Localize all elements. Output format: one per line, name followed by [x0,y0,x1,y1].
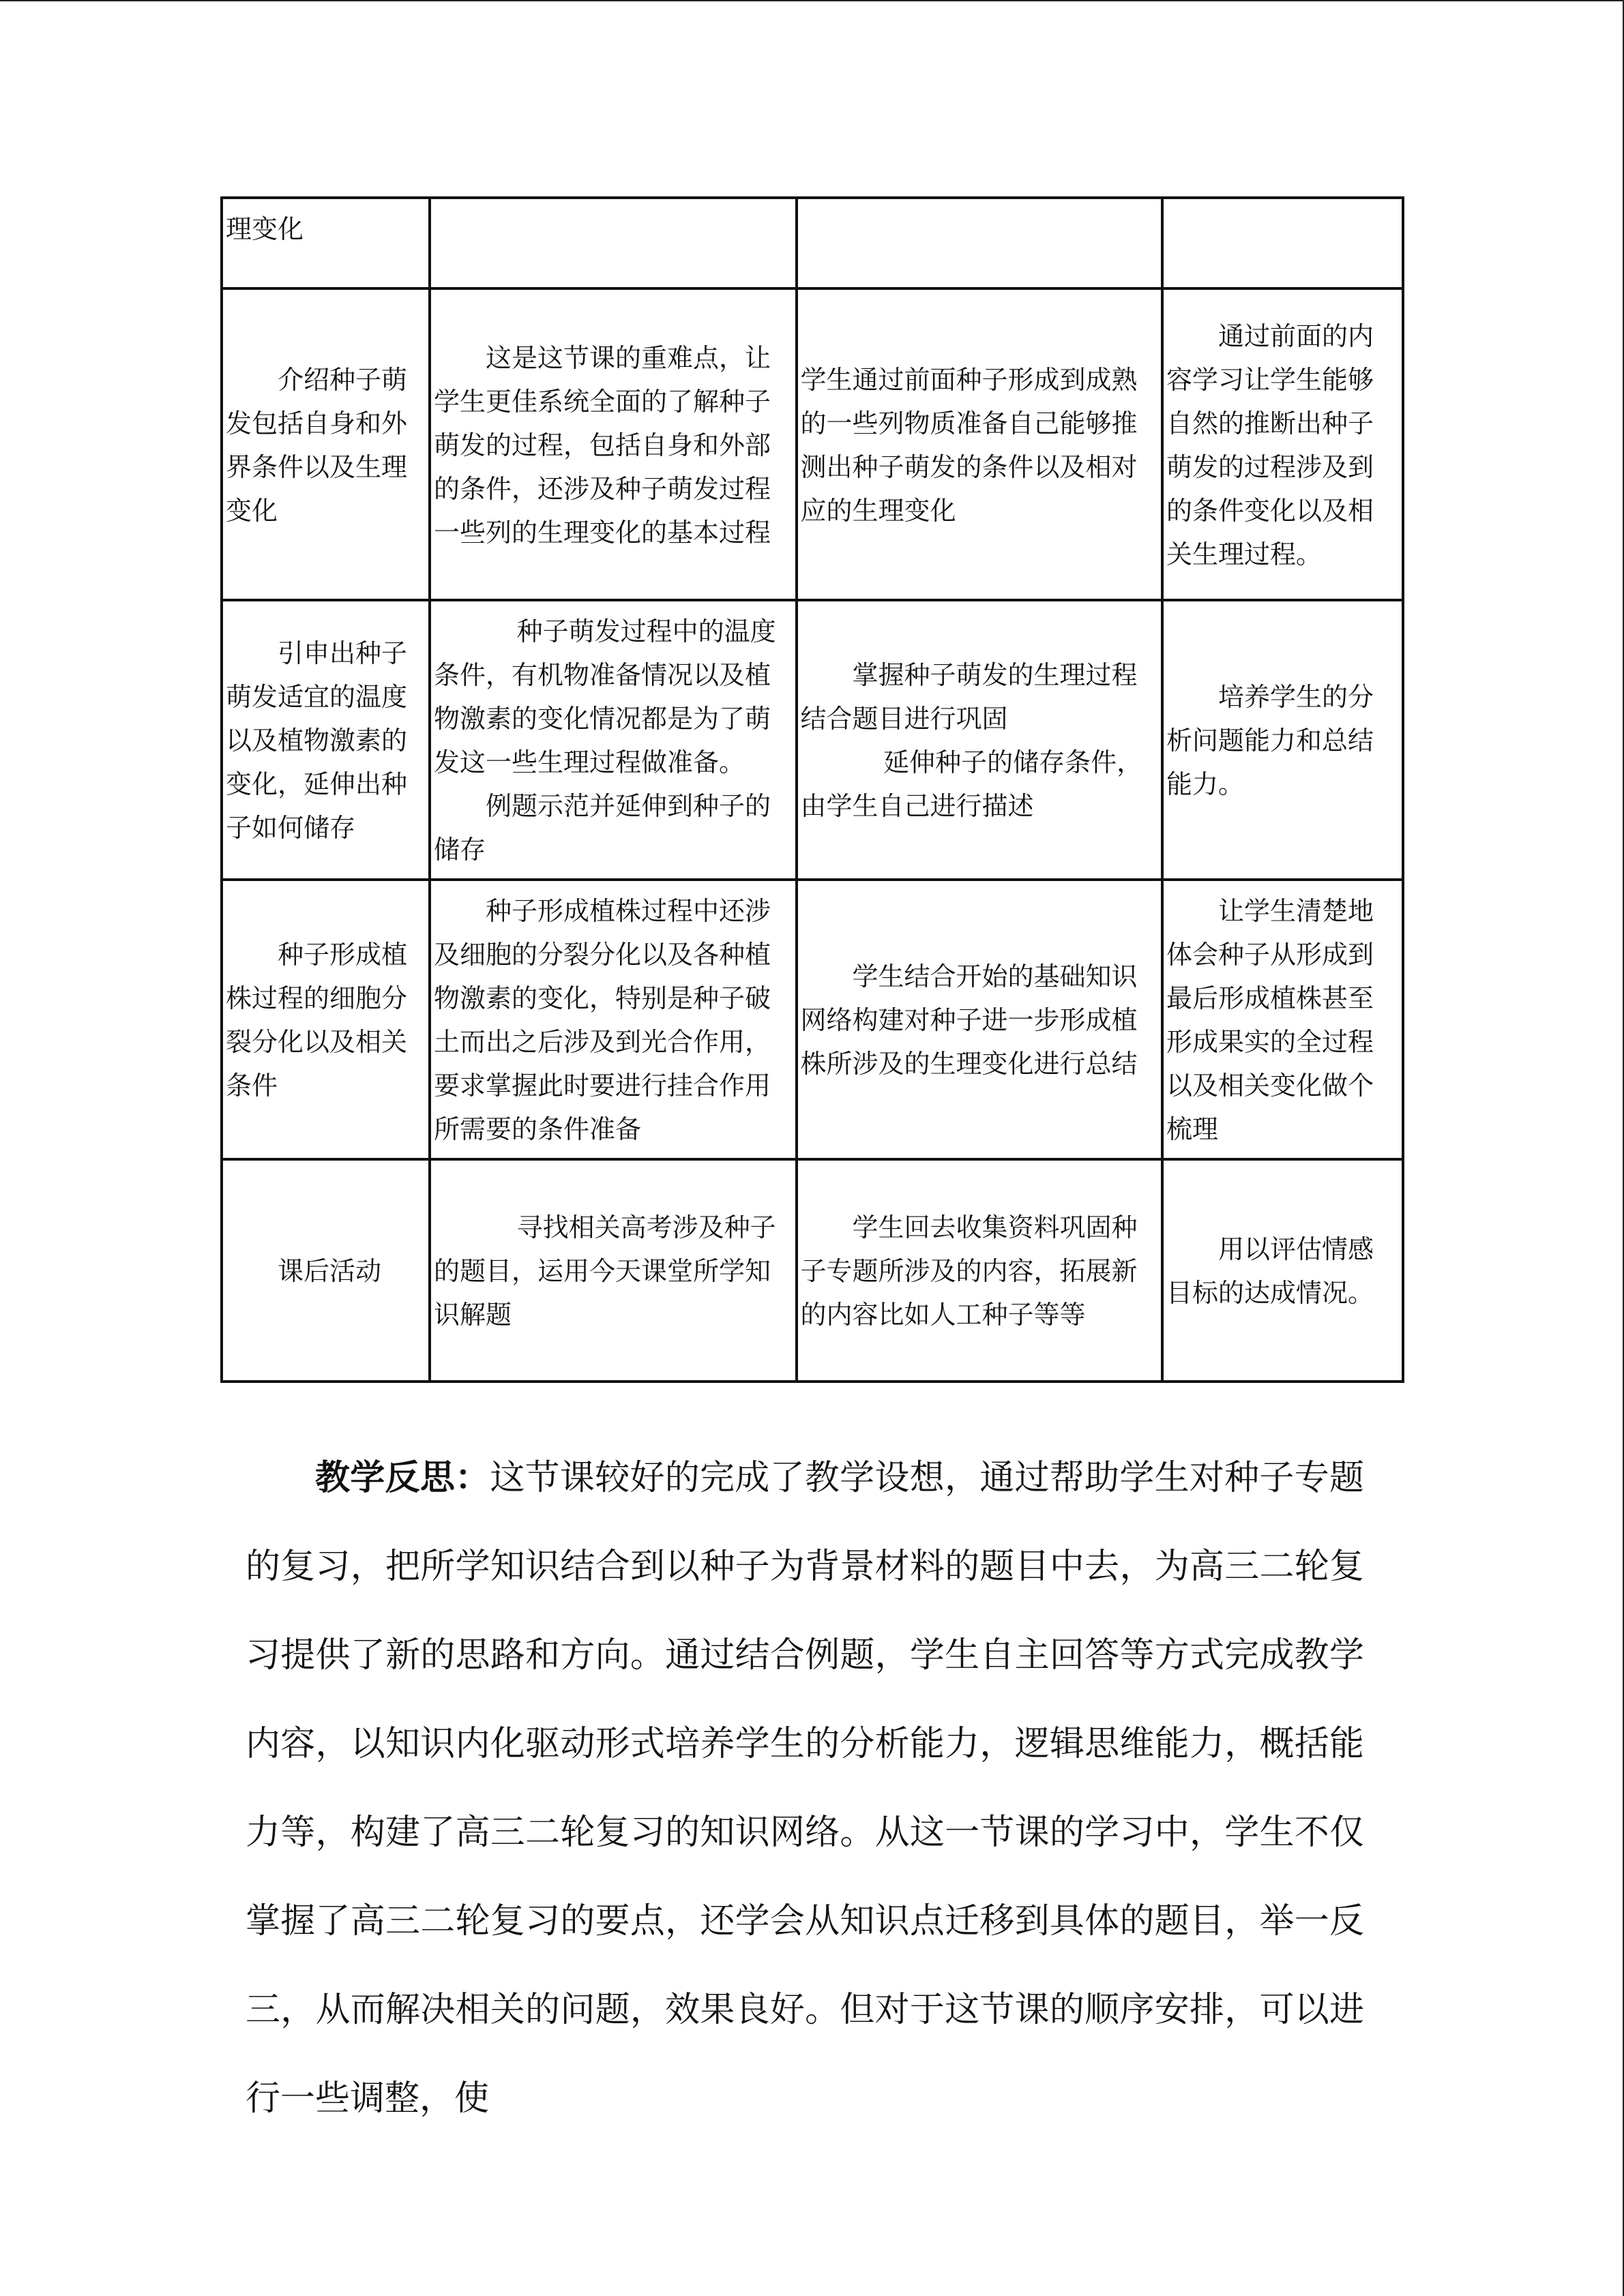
table-cell-student [797,198,1162,288]
table-cell-goal [1162,288,1403,600]
cell-text: 这是这节课的重难点，让学生更佳系统全面的了解种子萌发的过程，包括自身和外部的条件，还涉及种子萌发过程一些列的生理变化的基本过程 [434,342,771,548]
cell-text: 通过前面的内容学习让学生能够自然的推断出种子萌发的过程涉及到的条件变化以及相关生理过程。 [1166,320,1374,569]
table-row [222,1159,1403,1382]
cell-text: 引申出种子萌发适宜的温度以及植物激素的变化，延伸出种子如何储存 [226,638,408,843]
table-cell-content [430,198,797,288]
table-cell-content [430,600,797,880]
table-cell-activity [222,600,430,880]
table-cell-activity [222,880,430,1159]
table-cell-goal [1162,1159,1403,1382]
cell-text: 理变化 [226,214,304,244]
table-cell-goal [1162,880,1403,1159]
cell-text: 课后活动 [278,1256,382,1286]
table-cell-goal [1162,600,1403,880]
page-top-border [0,0,1624,1]
cell-text: 例题示范并延伸到种子的储存 [434,791,771,865]
table-cell-student [797,880,1162,1159]
cell-text: 学生回去收集资料巩固种子专题所涉及的内容，拓展新的内容比如人工种子等等 [800,1212,1138,1330]
lesson-plan-table [220,196,1404,1383]
cell-text: 培养学生的分析问题能力和总结能力。 [1166,682,1374,799]
table-cell-activity [222,198,430,288]
table-row [222,198,1403,288]
table-cell-student [797,1159,1162,1382]
table-cell-content [430,880,797,1159]
cell-text: 延伸种子的储存条件，由学生自己进行描述 [800,747,1143,821]
table-cell-goal [1162,198,1403,288]
table-cell-activity [222,288,430,600]
cell-text: 介绍种子萌发包括自身和外界条件以及生理变化 [226,364,408,526]
table-row [222,880,1403,1159]
cell-text: 掌握种子萌发的生理过程结合题目进行巩固 [800,660,1138,734]
cell-text: 种子萌发过程中的温度条件，有机物准备情况以及植物激素的变化情况都是为了萌发这一些生理过程做准备。 [434,616,776,777]
cell-text: 让学生清楚地体会种子从形成到最后形成植株甚至形成果实的全过程以及相关变化做个梳理 [1166,896,1374,1144]
cell-text: 学生通过前面种子形成到成熟的一些列物质准备自己能够推测出种子萌发的条件以及相对应的生理变化 [800,364,1138,526]
cell-text: 用以评估情感目标的达成情况。 [1166,1234,1374,1308]
table-cell-content [430,288,797,600]
reflection-text: 这节课较好的完成了教学设想，通过帮助学生对种子专题的复习，把所学知识结合到以种子为背景材料的题目中去，为高三二轮复习提供了新的思路和方向。通过结合例题，学生自主回答等方式完成教学内容，以知识内化驱动形式培养学生的分析能力，逻辑思维能力，概括能力等，构建了高三二轮复习的知识网络。从这一节课的学习中，学生不仅掌握了高三二轮复习的要点，还学会从知识点迁移到具体的题目，举一反三，从而解决相关的问题，效果良好。但对于这节课的顺序安排，可以进行一些调整，使 [246,1458,1364,2119]
reflection-label: 教学反思： [315,1457,490,1498]
teaching-reflection-paragraph [246,1433,1364,2143]
cell-text: 学生结合开始的基础知识网络构建对种子进一步形成植株所涉及的生理变化进行总结 [800,961,1138,1079]
cell-text: 种子形成植株过程中还涉及细胞的分裂分化以及各种植物激素的变化，特别是种子破土而出之后涉及到光合作用，要求掌握此时要进行挂合作用所需要的条件准备 [434,896,771,1144]
cell-text: 种子形成植株过程的细胞分裂分化以及相关条件 [226,940,408,1101]
table-cell-student [797,288,1162,600]
table-row [222,288,1403,600]
table-cell-activity [222,1159,430,1382]
cell-text: 寻找相关高考涉及种子的题目，运用今天课堂所学知识解题 [434,1212,776,1330]
table-cell-content [430,1159,797,1382]
table-cell-student [797,600,1162,880]
table-row [222,600,1403,880]
